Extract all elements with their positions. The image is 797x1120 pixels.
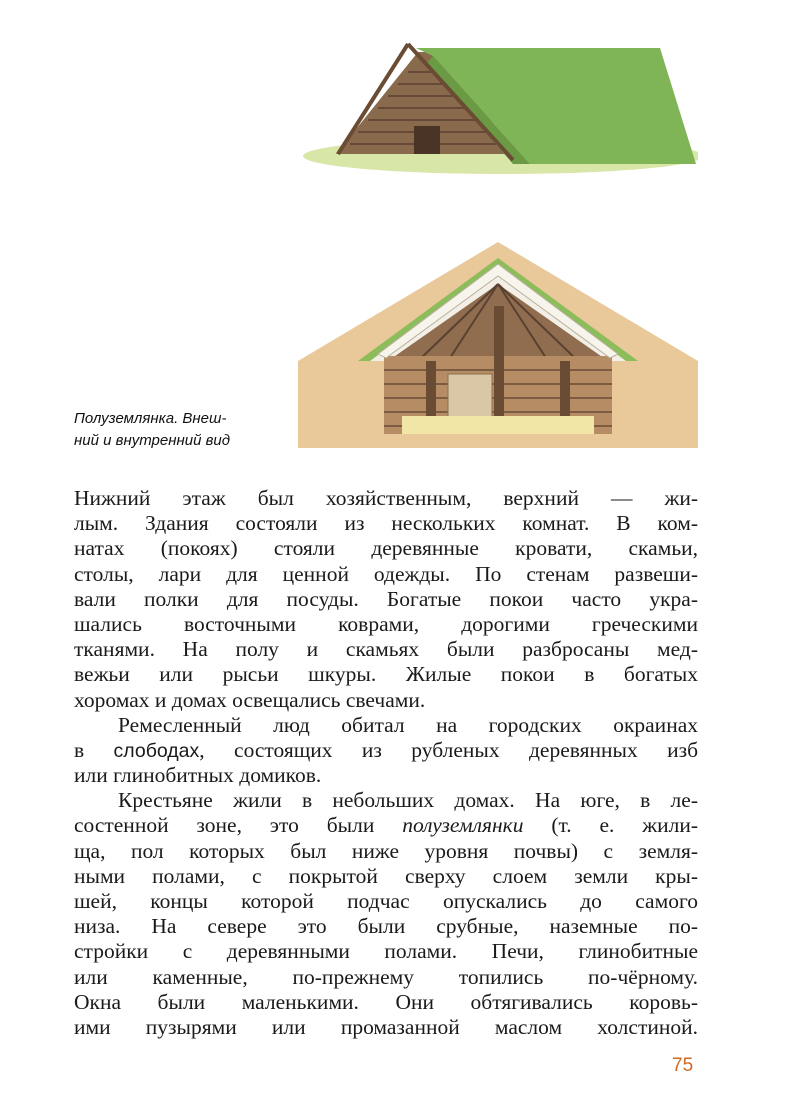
p1-line: вали полки для посуды. Богатые покои часто укра- [74, 586, 698, 611]
caption-line-1: Полуземлянка. Внеш- [74, 410, 227, 427]
p1-line: шались восточными коврами, дорогими греческими [74, 611, 698, 636]
page-number: 75 [672, 1055, 694, 1076]
p2-line: Ремесленный люд обитал на городских окраинах [118, 712, 698, 737]
p1-line: натах (покоях) стояли деревянные кровати, скамьи, [74, 536, 698, 561]
p1-line: тканями. На полу и скамьях были разбросаны мед- [74, 637, 698, 662]
half-dugout-exterior-illustration [298, 34, 698, 174]
p3-line: стройки с деревянными полами. Печи, глинобитные [74, 939, 698, 964]
body-text [74, 486, 698, 1040]
p3-line: низа. На севере это были срубные, наземные по- [74, 914, 698, 939]
half-dugout-interior-illustration [298, 236, 698, 448]
p2-line [74, 738, 698, 763]
p1-line: столы, лари для ценной одежды. По стенам развеши- [74, 561, 698, 586]
p3-line [74, 813, 698, 838]
p1-line: хоромах и домах освещались свечами. [74, 687, 426, 712]
p3-line: шей, концы которой подчас опускались до самого [74, 889, 698, 913]
p3-line: ими пузырями или промазанной маслом холстиной. [74, 1014, 698, 1039]
p1-line: вежьи или рысьи шкуры. Жилые покои в богатых [74, 662, 698, 687]
figure-caption [74, 408, 284, 452]
p2-text: , состоящих из рубленых деревянных изб [199, 737, 699, 762]
p2-line: или глинобитных домиков. [74, 763, 322, 788]
term-slobody: слободах [113, 739, 200, 762]
p3-text: состенной зоне, это были [74, 813, 403, 838]
p3-text: (т. е. жили- [523, 813, 698, 838]
p3-line: Окна были маленькими. Они обтягивались коровь- [74, 989, 698, 1014]
caption-line-2: ний и внутренний вид [74, 432, 231, 449]
p3-line: ща, пол которых был ниже уровня почвы) с земля- [74, 838, 698, 863]
p1-line: Нижний этаж был хозяйственным, верхний — жи- [74, 486, 698, 510]
p1-line: лым. Здания состояли из нескольких комнат. В ком- [74, 511, 698, 536]
p3-line: или каменные, по-прежнему топились по-чёрному. [74, 964, 698, 989]
p3-line: Крестьяне жили в небольших домах. На юге, в ле- [118, 788, 698, 813]
p2-text: в [74, 737, 114, 762]
term-poluzemlyanki: полуземлянки [402, 813, 524, 838]
p3-line: ными полами, с покрытой сверху слоем земли кры- [74, 863, 698, 888]
